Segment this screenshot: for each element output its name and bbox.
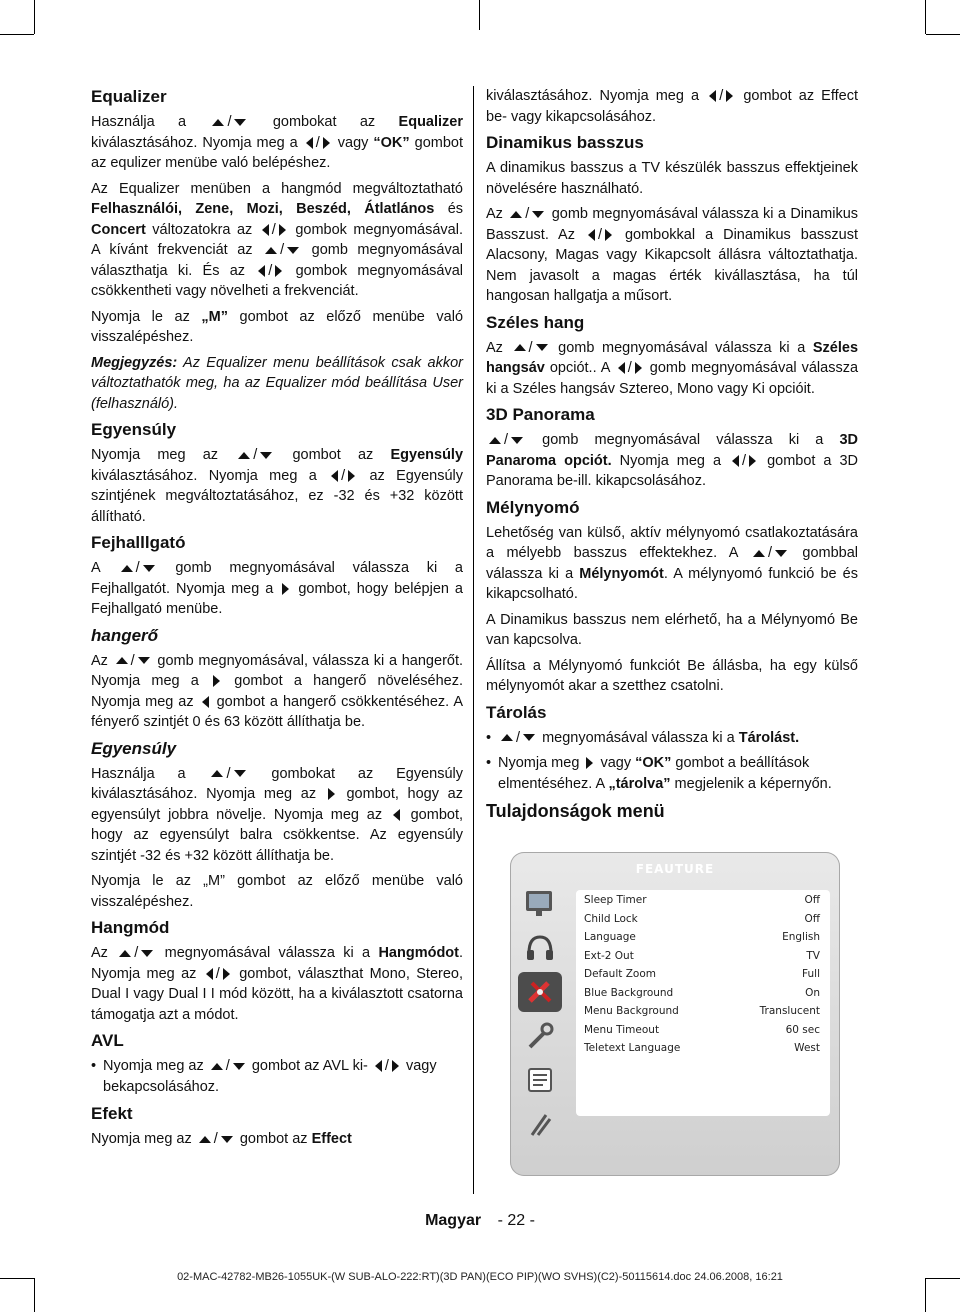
- arrow-down-icon: [138, 657, 150, 664]
- arrow-down-icon: [775, 550, 787, 557]
- arrow-right-icon: [635, 362, 642, 374]
- arrow-up-icon: [489, 437, 501, 444]
- menu-row-menu-background[interactable]: Menu Background Translucent: [584, 1005, 820, 1017]
- arrow-up-icon: [119, 950, 131, 957]
- doc-timestamp: 24.06.2008, 16:21: [694, 1271, 783, 1283]
- menu-icon-bar: [518, 884, 568, 1152]
- crop-mark: [925, 1278, 926, 1312]
- arrow-left-icon: [306, 137, 313, 149]
- effect-heading: Efekt: [91, 1104, 133, 1123]
- equalizer-text-1: Használja a / gombokat az Equalizer kiválasztásához. Nyomja meg a / vagy “OK” gombot az equlizer menübe való belépéshez.: [91, 114, 464, 171]
- menu-row-default-zoom[interactable]: Default Zoom Full: [584, 968, 820, 980]
- arrow-up-icon: [212, 119, 224, 126]
- arrow-up-icon: [121, 565, 133, 572]
- feature-menu: [510, 852, 840, 1176]
- arrow-left-icon: [258, 265, 265, 277]
- subwoofer-heading: Mélynyomó: [486, 497, 580, 517]
- arrow-left-icon: [709, 90, 716, 102]
- arrow-up-icon: [211, 770, 223, 777]
- avl-heading: AVL: [91, 1031, 124, 1050]
- arrow-up-icon: [211, 1063, 223, 1070]
- arrow-down-icon: [523, 734, 535, 741]
- arrow-up-icon: [501, 734, 513, 741]
- dynbass-heading: Dinamikus basszus: [486, 133, 644, 152]
- crop-mark: [925, 0, 926, 34]
- dynbass-text: Az / gomb megnyomásával válassza ki a Dinamikus Basszust. Az / gombokkal a Dinamikus basszust Alacsony, Magas vagy Kikapcsolt állásra változtathatja. Nem javasolt a magas érték kivállasztása, ha túl hangosan hallgatja a műsort.: [486, 206, 859, 304]
- headphone-text: A / gomb megnyomásával válassza ki a Fejhallgatót. Nyomja meg a gombot, hogy belépjen a Fejhallgató menübe.: [91, 560, 463, 617]
- balance-text: Nyomja meg az / gombot az Egyensúly kiválasztásához. Nyomja meg a / az Egyensúly szintjének megváltoztatásához, ez -32 és +32 között állítható.: [91, 447, 464, 525]
- arrow-up-icon: [753, 550, 765, 557]
- balance2-text: Használja a / gombokat az Egyensúly kiválasztásához. Nyomja meg az gombot, hogy az egyensúlyt jobbra növelje. Nyomja meg az gombot, hogy az egyensúlyt balra csökkentse. Az egyensúly szintjét -32 és +32 között állíthatja be.: [91, 765, 464, 864]
- arrow-right-icon: [328, 788, 335, 800]
- equalizer-note: Megjegyzés: Az Equalizer menu beállítások csak akkor változtathatók meg, ha az Equalizer mód beállítása User (felhasználó).: [91, 354, 463, 412]
- dynbass-intro: A dinamikus basszus a TV készülék basszus effektjeinek növelésére használható.: [486, 160, 858, 197]
- menu-row-blue-background[interactable]: Blue Background On: [584, 986, 820, 999]
- crop-mark: [34, 0, 35, 34]
- crop-mark: [926, 34, 960, 35]
- headphone-heading: Fejhalllgató: [91, 533, 186, 552]
- panorama-heading: 3D Panorama: [486, 405, 595, 424]
- effect-text-continued: kiválasztásához. Nyomja meg a / gombot az Effect be- vagy kikapcsolásához.: [486, 88, 858, 125]
- soundmode-heading: Hangmód: [91, 918, 170, 937]
- menu-row-child-lock[interactable]: Child Lock Off: [584, 912, 820, 925]
- arrow-left-icon: [375, 1060, 382, 1072]
- arrow-down-icon: [141, 950, 153, 957]
- arrow-down-icon: [287, 247, 299, 254]
- arrow-down-icon: [234, 119, 246, 126]
- arrow-down-icon: [260, 452, 272, 459]
- list-icon[interactable]: [518, 1060, 562, 1100]
- tools-icon[interactable]: [518, 1016, 562, 1056]
- equalizer-text-3: Nyomja le az „M” gombot az előző menübe való visszalépéshez.: [91, 308, 464, 345]
- left-column: [91, 86, 463, 1155]
- list-item: • Nyomja meg az / gombot az AVL ki- / vagy bekapcsolásához.: [103, 1056, 463, 1097]
- arrow-right-icon: [323, 137, 330, 149]
- subwoofer-text-2: A Dinamikus basszus nem elérhető, ha a Mélynyomó Be van kapcsolva.: [486, 611, 858, 648]
- arrow-up-icon: [238, 452, 250, 459]
- arrow-left-icon: [588, 229, 595, 241]
- arrow-left-icon: [393, 809, 400, 821]
- source-icon[interactable]: [518, 1104, 562, 1144]
- crop-mark: [0, 34, 34, 35]
- footer-language: Magyar: [425, 1212, 482, 1229]
- subwoofer-text: Lehetőség van külső, aktív mélynyomó csatlakoztatására a mélyebb basszus effektekhez. A / gombbal válassza ki a Mélynyomót. A mélynyomó funkció be és kikapcsolható.: [486, 524, 859, 602]
- volume-text: Az / gomb megnyomásával, válassza ki a hangerőt. Nyomja meg a gombot a hangerő növeléséhez. Nyomja meg az gombot a hangerő csökkentéséhez. A fényerő szintjét 0 és 63 között állíthatja be.: [91, 652, 464, 730]
- arrow-left-icon: [618, 362, 625, 374]
- list-item: • Nyomja meg vagy “OK” gombot a beállítások elmentéséhez. A „tárolva” megjelenik a képernyőn.: [498, 753, 858, 794]
- arrow-right-icon: [749, 455, 756, 467]
- arrow-right-icon: [726, 90, 733, 102]
- page-number: - 22 -: [497, 1212, 535, 1229]
- arrow-up-icon: [116, 657, 128, 664]
- feature-icon[interactable]: [518, 972, 562, 1012]
- arrow-left-icon: [202, 696, 209, 708]
- arrow-right-icon: [213, 675, 220, 687]
- document-reference: [0, 1271, 960, 1283]
- balance2-heading: Egyensúly: [91, 738, 177, 758]
- equalizer-heading: Equalizer: [91, 87, 167, 106]
- arrow-right-icon: [275, 265, 282, 277]
- menu-row-ext2-out[interactable]: Ext-2 Out TV: [584, 949, 820, 962]
- headphones-icon[interactable]: [518, 928, 562, 968]
- arrow-right-icon: [348, 470, 355, 482]
- arrow-right-icon: [282, 583, 289, 595]
- arrow-down-icon: [221, 1136, 233, 1143]
- effect-text: Nyomja meg az / gombot az Effect: [91, 1131, 352, 1147]
- features-heading: Tulajdonságok menü: [486, 801, 665, 821]
- arrow-right-icon: [586, 757, 593, 769]
- list-item: • / megnyomásával válassza ki a Tárolást.: [498, 728, 858, 749]
- arrow-up-icon: [199, 1136, 211, 1143]
- crop-mark: [34, 1278, 35, 1312]
- menu-title: FEAUTURE: [635, 862, 715, 876]
- arrow-left-icon: [206, 968, 213, 980]
- store-list: [486, 728, 858, 795]
- arrow-down-icon: [536, 344, 548, 351]
- menu-row-menu-timeout[interactable]: Menu Timeout 60 sec: [584, 1023, 820, 1036]
- balance-heading: Egyensúly: [91, 420, 177, 439]
- panorama-text: / gomb megnyomásával válassza ki a 3D Panaroma opciót. Nyomja meg a / gombot a 3D Panorama be-ill. kikapcsolásához.: [486, 432, 859, 489]
- menu-row-language[interactable]: Language English: [584, 931, 820, 943]
- column-divider: [473, 86, 474, 1194]
- avl-list: [91, 1056, 463, 1097]
- subwoofer-text-3: Állítsa a Mélynyomó funkciót Be állásba, ha egy külső mélynyomót akar a szetthez csatolni.: [486, 657, 858, 694]
- page-footer: [0, 1212, 960, 1230]
- wide-heading: Széles hang: [486, 312, 585, 332]
- menu-row-sleep-timer[interactable]: Sleep Timer Off: [584, 894, 820, 906]
- arrow-left-icon: [262, 224, 269, 236]
- store-heading: Tárolás: [486, 702, 547, 722]
- arrow-down-icon: [143, 565, 155, 572]
- arrow-down-icon: [532, 211, 544, 218]
- balance2-back-text: Nyomja le az „M” gombot az előző menübe való visszalépéshez.: [91, 873, 463, 910]
- arrow-right-icon: [392, 1060, 399, 1072]
- arrow-up-icon: [265, 247, 277, 254]
- arrow-down-icon: [234, 770, 246, 777]
- arrow-down-icon: [511, 437, 523, 444]
- crop-mark: [479, 0, 480, 30]
- arrow-down-icon: [233, 1063, 245, 1070]
- menu-panel: [576, 890, 830, 1116]
- equalizer-text-2: Az Equalizer menüben a hangmód megváltoztatható Felhasználói, Zene, Mozi, Beszéd, Átlatlános és Concert változatokra az / gombok megnyomásával. A kívánt frekvenciát az / gomb megnyomásával választhatja ki. És az / gombok megnyomásával csökkentheti vagy növelheti a frekvenciát.: [91, 180, 464, 299]
- arrow-up-icon: [514, 344, 526, 351]
- volume-heading: hangerő: [91, 625, 159, 645]
- picture-icon[interactable]: [518, 884, 562, 924]
- right-column: [486, 86, 858, 826]
- arrow-right-icon: [279, 224, 286, 236]
- wide-text: Az / gomb megnyomásával válassza ki a Széles hangsáv opciót.. A / gomb megnyomásával válassza ki a Széles hangsáv Sztereo, Mono vagy Ki opcióit.: [486, 339, 859, 397]
- arrow-left-icon: [732, 455, 739, 467]
- doc-filename: 02-MAC-42782-MB26-1055UK-(W SUB-ALO-222:RT)(3D PAN)(ECO PIP)(WO SVHS)(C2)-50115614.doc: [177, 1271, 692, 1283]
- arrow-left-icon: [331, 470, 338, 482]
- arrow-up-icon: [510, 211, 522, 218]
- arrow-right-icon: [223, 968, 230, 980]
- menu-row-teletext-language[interactable]: Teletext Language West: [584, 1042, 820, 1054]
- arrow-right-icon: [605, 229, 612, 241]
- soundmode-text: Az / megnyomásával válassza ki a Hangmódot. Nyomja meg az / gombot, választhat Mono, Stereo, Dual I vagy Dual I I mód között, ha a kiválasztott csatorna támogatja azt a módot.: [91, 945, 464, 1023]
